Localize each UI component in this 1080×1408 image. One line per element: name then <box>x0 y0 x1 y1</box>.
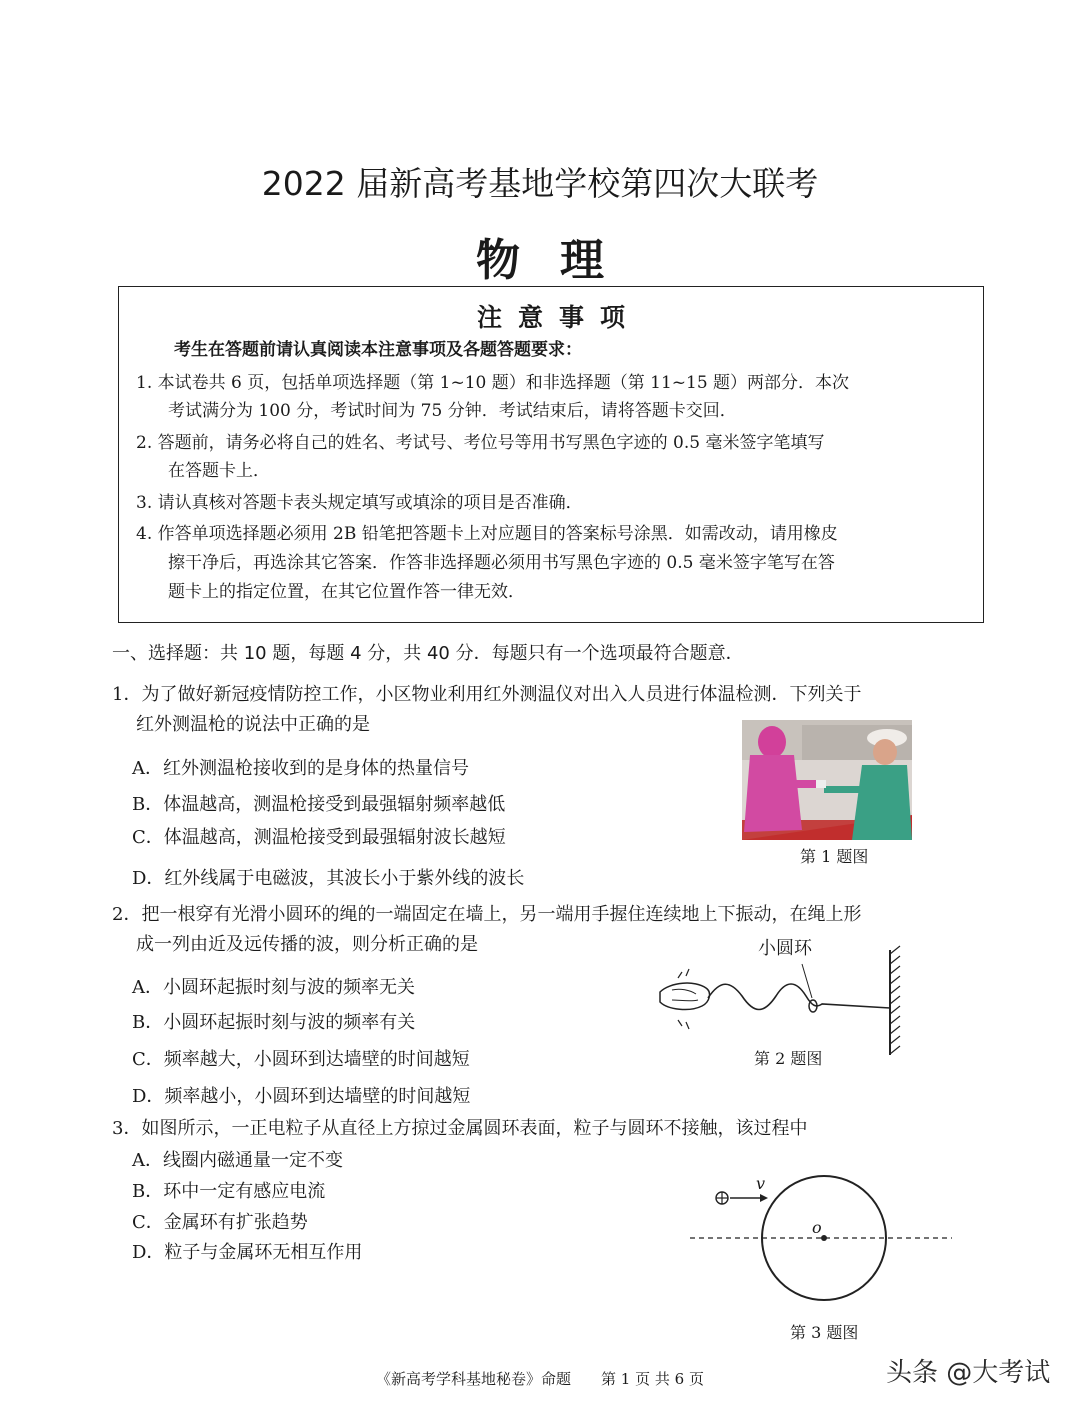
q2-option-b: B．小圆环起振时刻与波的频率有关 <box>132 1012 416 1033</box>
q2-figure-ring-label: 小圆环 <box>758 938 812 959</box>
q1-figure-caption: 第 1 题图 <box>800 847 869 866</box>
notice-item-4-line1: 4. 作答单项选择题必须用 2B 铅笔把答题卡上对应题目的答案标号涂黑．如需改动，请用橡皮 <box>136 524 838 544</box>
notice-intro: 考生在答题前请认真阅读本注意事项及各题答题要求： <box>174 340 582 360</box>
q1-figure-photo <box>742 720 912 840</box>
notice-item-1-line2: 考试满分为 100 分，考试时间为 75 分钟．考试结束后，请将答题卡交回． <box>168 401 737 421</box>
q2-stem-line1: 2．把一根穿有光滑小圆环的绳的一端固定在墙上，另一端用手握住连续地上下振动，在绳上形 <box>112 904 862 925</box>
q3-stem: 3．如图所示，一正电粒子从直径上方掠过金属圆环表面，粒子与圆环不接触，该过程中 <box>112 1118 808 1139</box>
q3-figure-ring <box>690 1168 960 1318</box>
subject-title: 物理 <box>476 235 644 286</box>
q3-option-c: C．金属环有扩张趋势 <box>132 1212 308 1233</box>
q1-option-b: B．体温越高，测温枪接受到最强辐射频率越低 <box>132 794 506 815</box>
q1-option-d: D．红外线属于电磁波，其波长小于紫外线的波长 <box>132 868 525 889</box>
q3-figure-center-label: o <box>812 1218 822 1237</box>
notice-item-4-line3: 题卡上的指定位置，在其它位置作答一律无效． <box>168 582 525 602</box>
exam-title: 2022 届新高考基地学校第四次大联考 <box>261 164 819 203</box>
notice-item-4-line2: 擦干净后，再选涂其它答案．作答非选择题必须用书写黑色字迹的 0.5 毫米签字笔写在答 <box>168 553 835 573</box>
q3-option-a: A．线圈内磁通量一定不变 <box>132 1150 343 1171</box>
section-heading: 一、选择题：共 10 题，每题 4 分，共 40 分．每题只有一个选项最符合题意． <box>112 643 744 664</box>
q3-figure-velocity-label: v <box>756 1174 766 1193</box>
q2-stem-line2: 成一列由近及远传播的波，则分析正确的是 <box>136 934 478 955</box>
page-footer: 《新高考学科基地秘卷》命题 第 1 页 共 6 页 <box>376 1370 704 1388</box>
q2-option-c: C．频率越大，小圆环到达墙壁的时间越短 <box>132 1049 470 1070</box>
q3-option-b: B．环中一定有感应电流 <box>132 1181 326 1202</box>
notice-item-1-line1: 1. 本试卷共 6 页，包括单项选择题（第 1~10 题）和非选择题（第 11~15 题）两部分．本次 <box>136 373 850 393</box>
q1-stem-line2: 红外测温枪的说法中正确的是 <box>136 714 370 735</box>
notice-item-2-line1: 2. 答题前，请务必将自己的姓名、考试号、考位号等用书写黑色字迹的 0.5 毫米签字笔填写 <box>136 433 825 453</box>
notice-title: 注意事项 <box>476 303 641 332</box>
q3-option-d: D．粒子与金属环无相互作用 <box>132 1242 363 1263</box>
notice-item-3-line1: 3. 请认真核对答题卡表头规定填写或填涂的项目是否准确． <box>136 493 583 513</box>
q1-stem-line1: 1．为了做好新冠疫情防控工作，小区物业利用红外测温仪对出入人员进行体温检测．下列关于 <box>112 684 862 705</box>
q1-option-c: C．体温越高，测温枪接受到最强辐射波长越短 <box>132 827 506 848</box>
q2-option-d: D．频率越小，小圆环到达墙壁的时间越短 <box>132 1086 471 1107</box>
watermark: 头条 @大考试 <box>886 1358 1051 1388</box>
notice-item-2-line2: 在答题卡上． <box>168 461 270 481</box>
q1-option-a: A．红外测温枪接收到的是身体的热量信号 <box>132 758 469 779</box>
q3-figure-caption: 第 3 题图 <box>790 1323 859 1342</box>
q2-option-a: A．小圆环起振时刻与波的频率无关 <box>132 977 415 998</box>
q2-figure-caption: 第 2 题图 <box>754 1049 823 1068</box>
